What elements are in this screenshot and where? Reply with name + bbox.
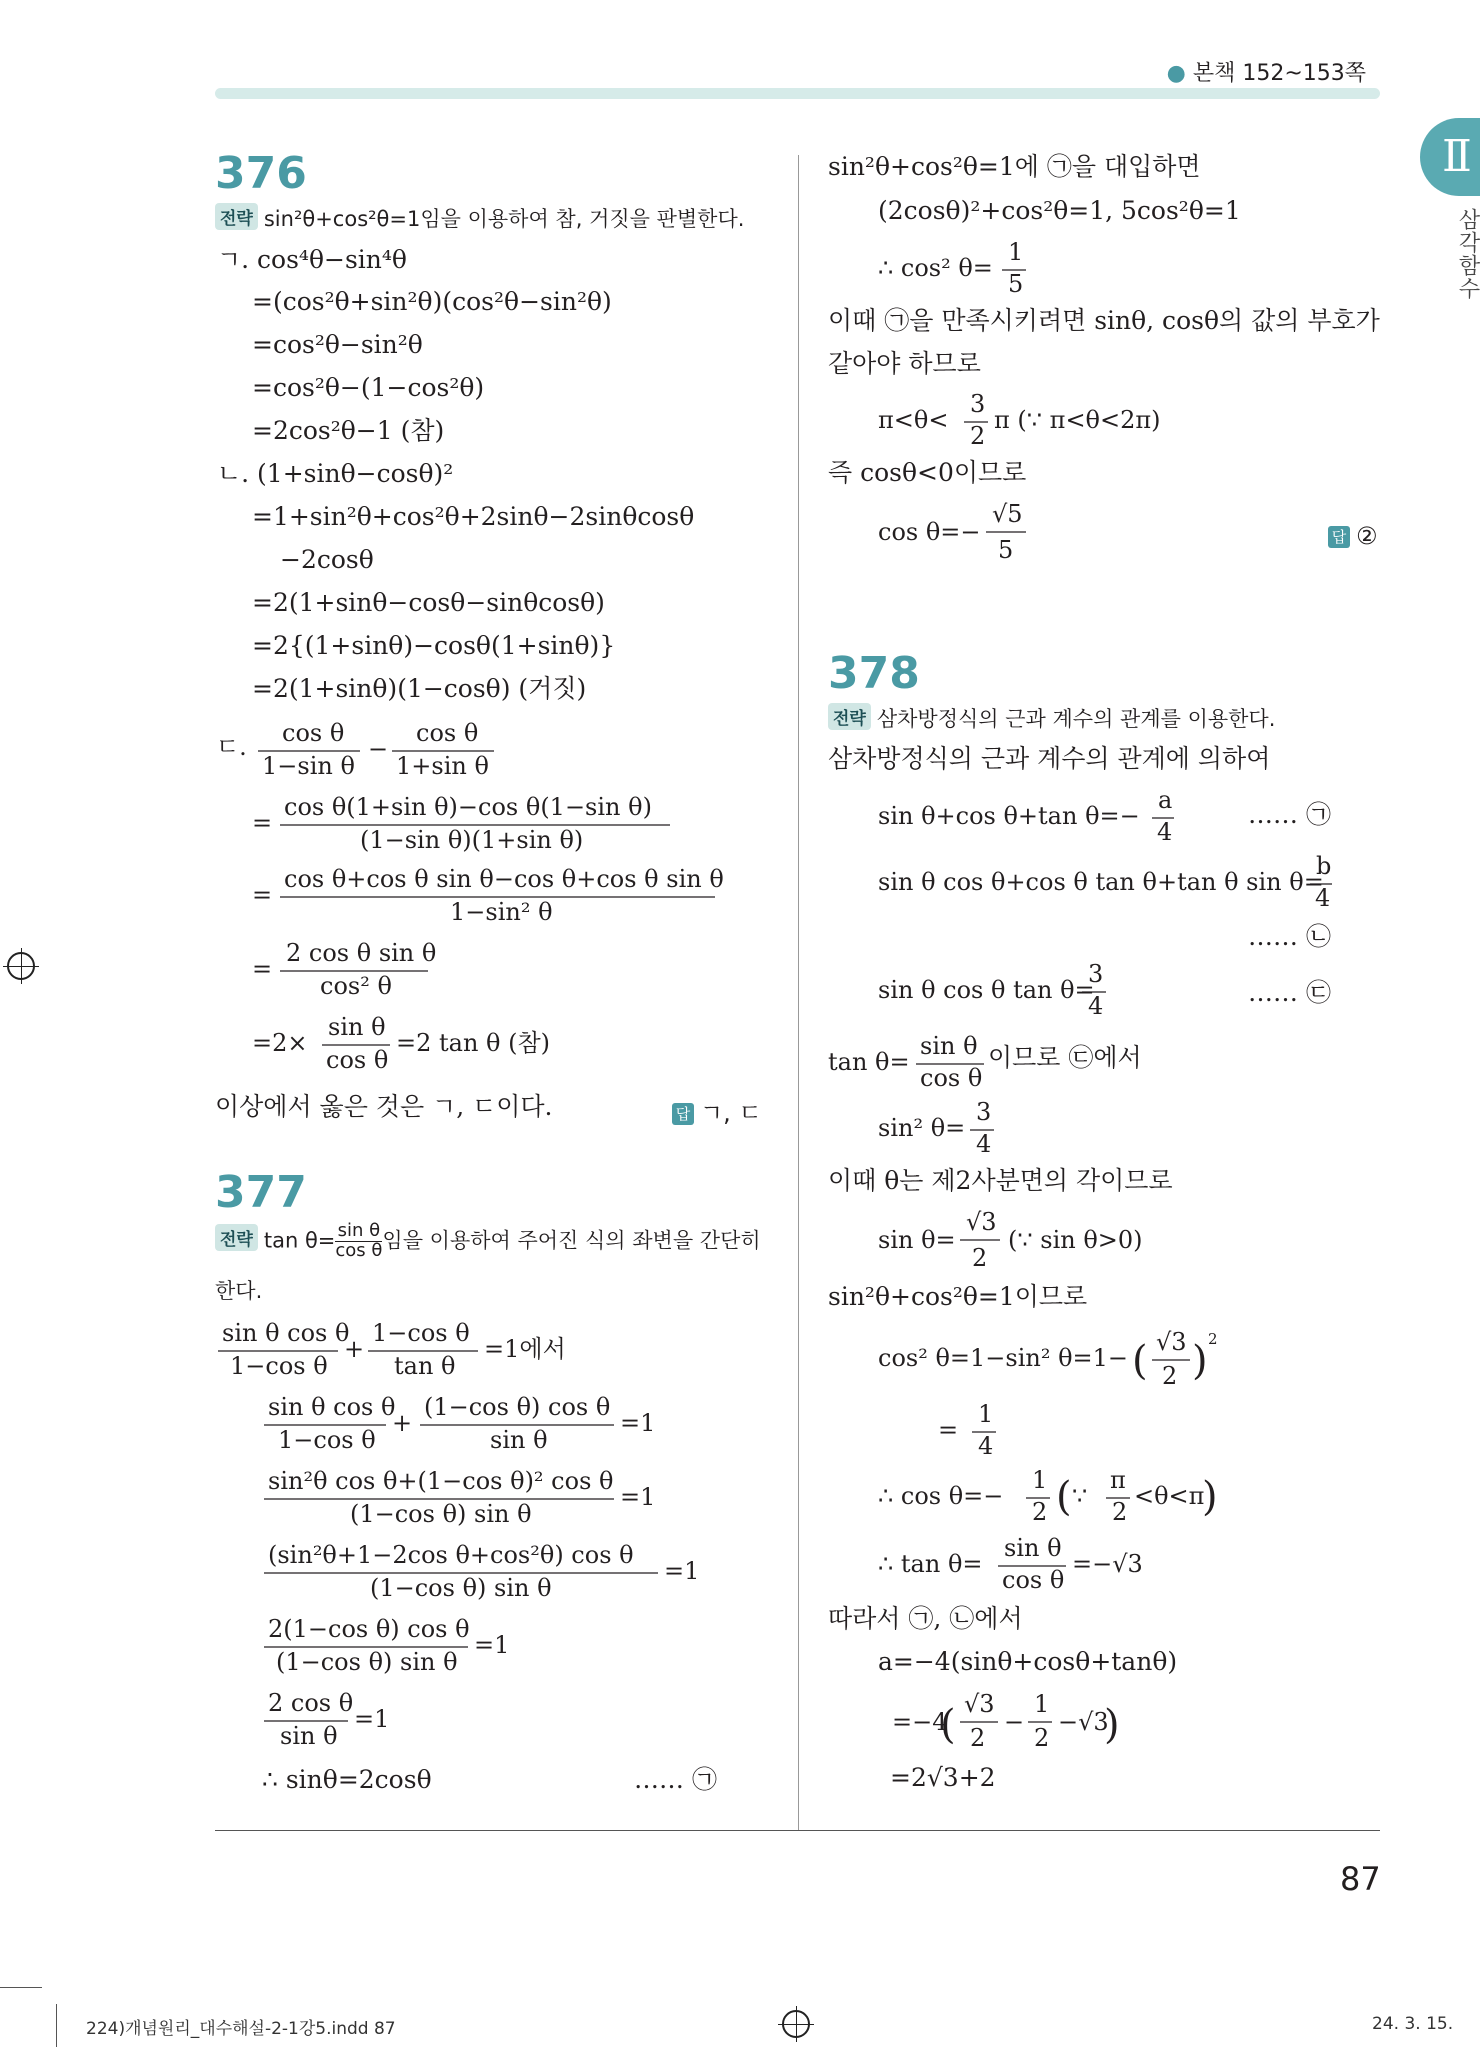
svg-text:√3: √3 bbox=[964, 1690, 995, 1718]
chapter-tab: Ⅱ bbox=[1420, 118, 1480, 196]
line-376-1: ㄱ. cos⁴θ−sin⁴θ bbox=[217, 245, 407, 274]
svg-text:cos θ: cos θ bbox=[920, 1064, 983, 1092]
svg-text:=: = bbox=[252, 881, 273, 909]
svg-text:=1: =1 bbox=[620, 1483, 656, 1511]
svg-text:cos θ: cos θ bbox=[326, 1046, 389, 1074]
svg-text:sin θ: sin θ bbox=[490, 1426, 548, 1454]
svg-text:sin θ: sin θ bbox=[280, 1722, 338, 1750]
section-reference: ● 본책 152~153쪽 bbox=[1166, 61, 1366, 86]
line-378-tan: 이므로 ㉢에서 bbox=[988, 1043, 1142, 1072]
problem-378-hint: 전략 삼차방정식의 근과 계수의 관계를 이용한다. bbox=[828, 703, 1275, 733]
line-376-4: =cos²θ−(1−cos²θ) bbox=[252, 373, 485, 402]
cos-tan-378 bbox=[870, 1322, 1330, 1622]
svg-text:1−cos θ: 1−cos θ bbox=[230, 1352, 328, 1380]
chapter-label: 삼각함수 bbox=[1455, 208, 1480, 300]
svg-text:∴ cos² θ=: ∴ cos² θ= bbox=[878, 254, 993, 282]
svg-text:−: − bbox=[1004, 1708, 1025, 1736]
sin-sq bbox=[870, 1096, 1070, 1158]
bottom-rule bbox=[215, 1830, 1380, 1831]
line-378-identity: sin²θ+cos²θ=1이므로 bbox=[828, 1282, 1088, 1311]
svg-text:sin θ+cos θ+tan θ=−: sin θ+cos θ+tan θ=− bbox=[878, 802, 1140, 830]
svg-text:=1: =1 bbox=[474, 1631, 510, 1659]
svg-text:5: 5 bbox=[998, 536, 1014, 564]
svg-text:sin θ cos θ: sin θ cos θ bbox=[268, 1393, 396, 1421]
svg-text:sin θ=: sin θ= bbox=[878, 1226, 956, 1254]
svg-text:sin² θ=: sin² θ= bbox=[878, 1114, 966, 1142]
line-376-11: =2(1+sinθ)(1−cosθ) (거짓) bbox=[252, 674, 587, 703]
svg-text:sin θ cos θ: sin θ cos θ bbox=[222, 1319, 350, 1347]
svg-text:−√3: −√3 bbox=[1058, 1708, 1109, 1736]
line-376-3: =cos²θ−sin²θ bbox=[252, 330, 423, 359]
svg-text:(1−sin θ)(1+sin θ): (1−sin θ)(1+sin θ) bbox=[360, 826, 584, 854]
mark-378-2: …… ㉡ bbox=[1248, 922, 1331, 951]
svg-text:(∵ sin θ>0): (∵ sin θ>0) bbox=[1008, 1226, 1143, 1254]
line-377-c2: (2cosθ)²+cos²θ=1, 5cos²θ=1 bbox=[878, 196, 1241, 225]
svg-text:): ) bbox=[1192, 1338, 1208, 1384]
registration-mark-bottom bbox=[782, 2010, 810, 2038]
line-376-2: =(cos²θ+sin²θ)(cos²θ−sin²θ) bbox=[252, 287, 612, 316]
svg-text:3: 3 bbox=[976, 1098, 992, 1126]
svg-text:π (∵ π<θ<2π): π (∵ π<θ<2π) bbox=[994, 406, 1161, 434]
svg-text:−: − bbox=[368, 735, 389, 763]
header-bar bbox=[215, 88, 1380, 99]
line-378-intro: 삼차방정식의 근과 계수의 관계에 의하여 bbox=[828, 744, 1271, 773]
svg-text:sin θ: sin θ bbox=[1004, 1534, 1062, 1562]
svg-text:+: + bbox=[344, 1335, 365, 1363]
svg-text:=: = bbox=[938, 1416, 959, 1444]
svg-text:cos θ(1+sin θ)−cos θ(1−sin θ): cos θ(1+sin θ)−cos θ(1−sin θ) bbox=[284, 793, 652, 821]
svg-text:(1−cos θ) sin θ: (1−cos θ) sin θ bbox=[276, 1648, 458, 1676]
answer-377: 답 ② bbox=[1328, 522, 1378, 550]
column-divider bbox=[798, 155, 799, 1830]
svg-text:2 cos θ: 2 cos θ bbox=[268, 1689, 354, 1717]
problem-377-hint: 전략 tan θ= $\frac{\text{sin θ}}{\text{cos θ}}$ 임을 이용하여 주어진 식의 좌변을 간단히 bbox=[215, 1222, 761, 1261]
svg-text:cos θ: cos θ bbox=[282, 719, 345, 747]
cos-result bbox=[870, 496, 1070, 566]
svg-text:√5: √5 bbox=[992, 500, 1023, 528]
registration-mark-left bbox=[7, 952, 35, 980]
svg-text:4: 4 bbox=[1157, 818, 1173, 846]
svg-text:=1: =1 bbox=[620, 1409, 656, 1437]
svg-text:=2 tan θ (참): =2 tan θ (참) bbox=[396, 1029, 551, 1057]
line-378-a3: =2√3+2 bbox=[890, 1763, 996, 1792]
mark-377-1: …… ㉠ bbox=[634, 1765, 717, 1794]
svg-text:(: ( bbox=[940, 1702, 956, 1748]
svg-text:2: 2 bbox=[1112, 1498, 1128, 1526]
svg-text:1: 1 bbox=[978, 1400, 994, 1428]
svg-text:√3: √3 bbox=[1156, 1328, 1187, 1356]
svg-text:5: 5 bbox=[1008, 270, 1024, 298]
svg-text:a: a bbox=[1158, 786, 1173, 814]
svg-text:4: 4 bbox=[1315, 884, 1331, 912]
svg-text:π<θ<: π<θ< bbox=[878, 406, 949, 434]
svg-text:cos² θ: cos² θ bbox=[320, 972, 392, 1000]
svg-text:sin θ: sin θ bbox=[328, 1013, 386, 1041]
svg-text:2: 2 bbox=[1032, 1498, 1048, 1526]
svg-text:1−sin² θ: 1−sin² θ bbox=[450, 898, 553, 926]
svg-text:1+sin θ: 1+sin θ bbox=[396, 752, 489, 780]
problem-377-number: 377 bbox=[215, 1167, 307, 1218]
line-377-c1: sin²θ+cos²θ=1에 ㉠을 대입하면 bbox=[828, 152, 1201, 181]
mark-378-3: …… ㉢ bbox=[1248, 978, 1331, 1007]
svg-text:(: ( bbox=[1056, 1474, 1072, 1520]
svg-text:=−4: =−4 bbox=[892, 1708, 948, 1736]
svg-text:2: 2 bbox=[972, 1244, 988, 1272]
line-376-7: =1+sin²θ+cos²θ+2sinθ−2sinθcosθ bbox=[252, 502, 695, 531]
line-378-a1: a=−4(sinθ+cosθ+tanθ) bbox=[878, 1647, 1178, 1676]
svg-text:2: 2 bbox=[1208, 1330, 1218, 1348]
svg-text:cos θ: cos θ bbox=[1002, 1566, 1065, 1594]
line-377-last: ∴ sinθ=2cosθ bbox=[262, 1765, 432, 1794]
svg-text:=1: =1 bbox=[354, 1705, 390, 1733]
svg-text:tan θ: tan θ bbox=[394, 1352, 456, 1380]
svg-text:(1−cos θ) sin θ: (1−cos θ) sin θ bbox=[370, 1574, 552, 1602]
crop-mark-left bbox=[0, 1987, 42, 1988]
svg-text:cos θ=−: cos θ=− bbox=[878, 518, 981, 546]
svg-text:∴ tan θ=: ∴ tan θ= bbox=[878, 1550, 983, 1578]
svg-text:=1: =1 bbox=[664, 1557, 700, 1585]
svg-text:∴ cos θ=−: ∴ cos θ=− bbox=[878, 1482, 1004, 1510]
svg-text:1−cos θ: 1−cos θ bbox=[278, 1426, 376, 1454]
svg-text:1: 1 bbox=[1034, 1690, 1050, 1718]
footer-file: 224)개념원리_대수해설-2-1강5.indd 87 bbox=[86, 2019, 396, 2039]
line-378-quad: 이때 θ는 제2사분면의 각이므로 bbox=[828, 1166, 1173, 1195]
footer-date: 24. 3. 15. bbox=[1372, 2014, 1454, 2034]
svg-text:(1−cos θ) cos θ: (1−cos θ) cos θ bbox=[424, 1393, 611, 1421]
line-376-8: −2cosθ bbox=[280, 545, 374, 574]
svg-text:(1−cos θ) sin θ: (1−cos θ) sin θ bbox=[350, 1500, 532, 1528]
fraction-cos-sq bbox=[870, 236, 1070, 298]
problem-376-number: 376 bbox=[215, 148, 307, 199]
svg-text:4: 4 bbox=[1088, 992, 1104, 1020]
svg-text:4: 4 bbox=[978, 1432, 994, 1460]
fractions-377 bbox=[210, 1315, 770, 1785]
svg-text:(: ( bbox=[1132, 1338, 1148, 1384]
svg-text:1−cos θ: 1−cos θ bbox=[372, 1319, 470, 1347]
svg-text:2: 2 bbox=[1162, 1362, 1178, 1390]
mark-378-1: …… ㉠ bbox=[1248, 800, 1331, 829]
svg-text:4: 4 bbox=[976, 1130, 992, 1158]
svg-text:2: 2 bbox=[970, 1724, 986, 1752]
svg-text:sin θ cos θ+cos θ tan θ+tan θ: sin θ cos θ+cos θ tan θ+tan θ sin θ= bbox=[878, 868, 1324, 896]
svg-text:3: 3 bbox=[1088, 960, 1104, 988]
svg-text:=: = bbox=[252, 955, 273, 983]
svg-text:sin²θ cos θ+(1−cos θ)² cos θ: sin²θ cos θ+(1−cos θ)² cos θ bbox=[268, 1467, 614, 1495]
svg-text:+: + bbox=[392, 1409, 413, 1437]
svg-text:): ) bbox=[1202, 1474, 1218, 1520]
svg-text:b: b bbox=[1316, 852, 1332, 880]
svg-text:1−sin θ: 1−sin θ bbox=[262, 752, 355, 780]
svg-text:sin θ: sin θ bbox=[920, 1032, 978, 1060]
crop-mark-bottom bbox=[56, 2004, 57, 2047]
label-c: ㄷ. bbox=[216, 733, 247, 761]
svg-text:=2×: =2× bbox=[252, 1029, 308, 1057]
line-376-10: =2{(1+sinθ)−cosθ(1+sinθ)} bbox=[252, 631, 616, 660]
conclusion-376: 이상에서 옳은 것은 ㄱ, ㄷ이다. bbox=[215, 1092, 553, 1121]
svg-text:<θ<π: <θ<π bbox=[1134, 1482, 1205, 1510]
problem-378-number: 378 bbox=[828, 648, 920, 699]
svg-text:=−√3: =−√3 bbox=[1072, 1550, 1143, 1578]
line-376-5: =2cos²θ−1 (참) bbox=[252, 416, 445, 445]
svg-text:3: 3 bbox=[970, 390, 986, 418]
answer-376: 답 ㄱ, ㄷ bbox=[672, 1093, 762, 1128]
svg-text:2 cos θ sin θ: 2 cos θ sin θ bbox=[286, 939, 437, 967]
svg-text:): ) bbox=[1104, 1702, 1120, 1748]
svg-text:=: = bbox=[252, 809, 273, 837]
svg-text:π: π bbox=[1110, 1466, 1126, 1494]
svg-text:cos θ+cos θ sin θ−cos θ+cos θ: cos θ+cos θ sin θ−cos θ+cos θ sin θ bbox=[284, 865, 724, 893]
svg-text:√3: √3 bbox=[966, 1208, 997, 1236]
tan-frac bbox=[912, 1028, 992, 1094]
svg-text:2(1−cos θ) cos θ: 2(1−cos θ) cos θ bbox=[268, 1615, 470, 1643]
svg-text:2: 2 bbox=[1034, 1724, 1050, 1752]
svg-text:∵: ∵ bbox=[1072, 1482, 1088, 1510]
svg-text:cos² θ=1−sin² θ=1−: cos² θ=1−sin² θ=1− bbox=[878, 1344, 1129, 1372]
sin-val bbox=[870, 1206, 1210, 1274]
page-number: 87 bbox=[1340, 1860, 1381, 1898]
svg-text:1: 1 bbox=[1008, 238, 1024, 266]
line-378-then: 따라서 ㉠, ㉡에서 bbox=[828, 1604, 1023, 1633]
svg-text:cos θ: cos θ bbox=[416, 719, 479, 747]
inequality-theta bbox=[870, 388, 1230, 450]
a-calc bbox=[890, 1688, 1190, 1754]
line-377-c5: 즉 cosθ<0이므로 bbox=[828, 458, 1027, 487]
svg-text:sin θ cos θ tan θ=: sin θ cos θ tan θ= bbox=[878, 976, 1095, 1004]
svg-text:2: 2 bbox=[970, 422, 986, 450]
svg-text:=1에서: =1에서 bbox=[484, 1335, 566, 1363]
svg-text:tan θ=: tan θ= bbox=[828, 1048, 910, 1076]
line-376-9: =2(1+sinθ−cosθ−sinθcosθ) bbox=[252, 588, 605, 617]
problem-376-hint: 전략 sin²θ+cos²θ=1임을 이용하여 참, 거짓을 판별한다. bbox=[215, 203, 744, 233]
line-377-c4: 같아야 하므로 bbox=[828, 349, 981, 378]
problem-377-hint-cont: 한다. bbox=[215, 1279, 263, 1303]
svg-text:(sin²θ+1−2cos θ+cos²θ) cos θ: (sin²θ+1−2cos θ+cos²θ) cos θ bbox=[268, 1541, 634, 1569]
line-376-6: ㄴ. (1+sinθ−cosθ)² bbox=[217, 459, 454, 488]
svg-text:1: 1 bbox=[1032, 1466, 1048, 1494]
line-377-c3: 이때 ㉠을 만족시키려면 sinθ, cosθ의 값의 부호가 bbox=[828, 306, 1380, 335]
fractions-376-c bbox=[210, 715, 770, 1085]
